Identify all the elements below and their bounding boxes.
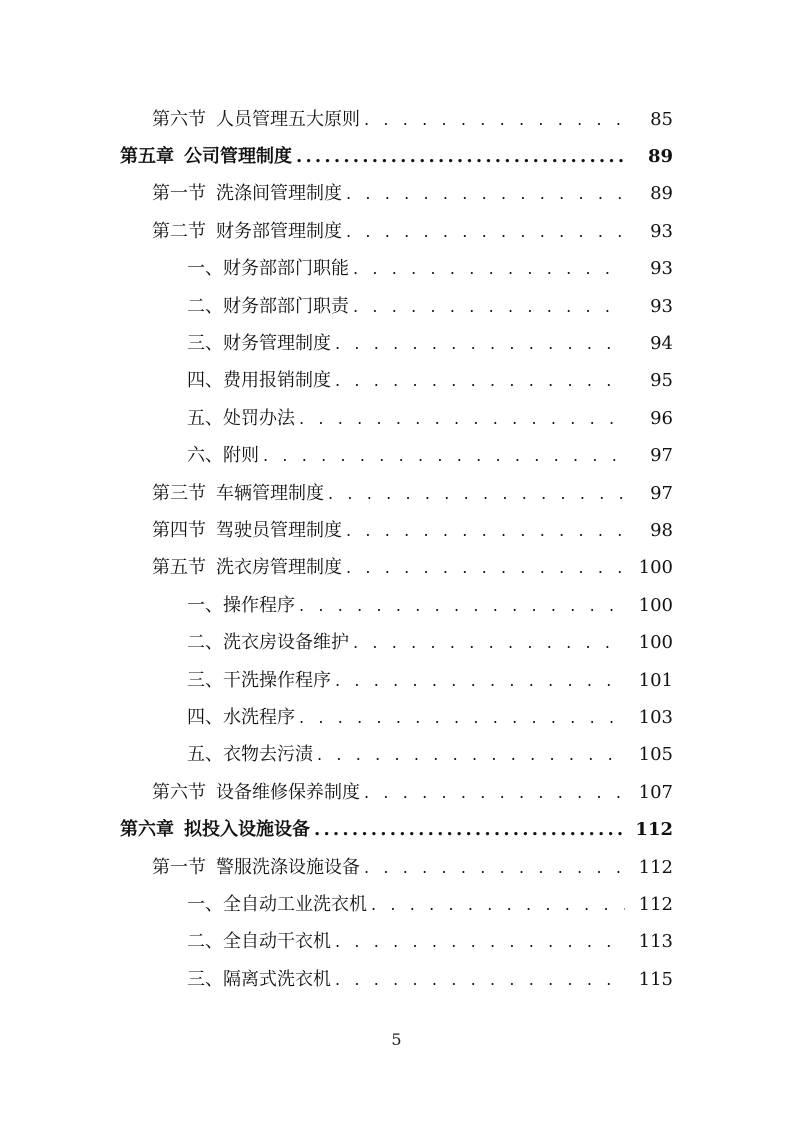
toc-leader-dots (335, 370, 625, 392)
toc-entry[interactable] (0, 961, 793, 998)
toc-entry[interactable] (0, 400, 793, 437)
toc-entry-label (152, 782, 360, 804)
toc-entry-number: 三、 (187, 333, 223, 355)
toc-entry[interactable] (0, 737, 793, 774)
toc-chapter-entry[interactable] (0, 138, 793, 175)
toc-entry-label (187, 894, 367, 916)
toc-entry-title: 财务部部门职能 (223, 258, 349, 280)
toc-entry-page: 112 (638, 893, 673, 915)
toc-entry-page: 113 (638, 931, 673, 953)
toc-entry[interactable] (0, 849, 793, 886)
toc-entry-title: 洗衣房设备维护 (223, 632, 349, 654)
toc-leader-dots (353, 258, 625, 280)
toc-entry-page: 89 (647, 146, 673, 168)
toc-entry-label (187, 408, 295, 430)
toc-leader-dots (371, 894, 625, 916)
toc-leader-dots (364, 857, 625, 879)
toc-entry-label (152, 557, 342, 579)
toc-entry-label (152, 183, 342, 205)
toc-entry-title: 财务部部门职责 (223, 295, 349, 317)
toc-entry-number: 第一节 (152, 856, 206, 878)
toc-entry-page: 112 (635, 819, 673, 841)
toc-entry[interactable] (0, 475, 793, 512)
toc-entry-number: 一、 (187, 258, 223, 280)
toc-leader-dots (317, 744, 625, 766)
toc-entry-page: 93 (650, 258, 673, 280)
toc-entry-number: 六、 (187, 445, 223, 467)
toc-entry-title: 警服洗涤设施设备 (216, 856, 360, 878)
toc-entry[interactable] (0, 624, 793, 661)
toc-entry-page: 112 (638, 856, 673, 878)
toc-leader-dots (328, 483, 625, 505)
toc-entry-page: 105 (638, 744, 673, 766)
toc-entry[interactable] (0, 325, 793, 362)
toc-entry[interactable] (0, 699, 793, 736)
toc-leader-dots (353, 632, 625, 654)
toc-entry[interactable] (0, 550, 793, 587)
toc-entry[interactable] (0, 101, 793, 138)
toc-entry-title: 洗涤间管理制度 (216, 183, 342, 205)
toc-entry-title: 费用报销制度 (223, 370, 331, 392)
toc-entry-title: 洗衣房管理制度 (216, 557, 342, 579)
toc-entry-page: 115 (638, 968, 673, 990)
page-number: 5 (391, 1030, 402, 1049)
toc-entry-label (187, 370, 331, 392)
toc-entry-number: 第六节 (152, 108, 206, 130)
table-of-contents (0, 101, 793, 998)
toc-entry-number: 四、 (187, 706, 223, 728)
toc-entry-page: 100 (638, 594, 673, 616)
toc-leader-dots (346, 183, 625, 205)
toc-entry-number: 二、 (187, 632, 223, 654)
toc-entry-page: 89 (650, 183, 673, 205)
toc-entry-label (120, 146, 292, 168)
toc-entry-number: 四、 (187, 370, 223, 392)
toc-entry-page: 98 (650, 519, 673, 541)
toc-entry-title: 操作程序 (223, 594, 295, 616)
toc-entry[interactable] (0, 176, 793, 213)
toc-entry[interactable] (0, 587, 793, 624)
toc-leader-dots (335, 931, 625, 953)
toc-leader-dots (364, 109, 625, 131)
toc-entry-label (152, 109, 360, 131)
toc-entry-page: 95 (650, 370, 673, 392)
toc-entry-title: 财务部管理制度 (216, 220, 342, 242)
toc-entry[interactable] (0, 438, 793, 475)
toc-entry[interactable] (0, 213, 793, 250)
toc-leader-dots (263, 445, 625, 467)
toc-leader-dots (364, 782, 625, 804)
toc-entry-number: 一、 (187, 594, 223, 616)
toc-entry-title: 驾驶员管理制度 (216, 519, 342, 541)
toc-entry-number: 三、 (187, 669, 223, 691)
toc-entry[interactable] (0, 662, 793, 699)
toc-entry-title: 水洗程序 (223, 706, 295, 728)
toc-entry-page: 93 (650, 220, 673, 242)
toc-entry-page: 94 (650, 333, 673, 355)
toc-leader-dots (299, 707, 625, 729)
toc-entry-page: 97 (650, 482, 673, 504)
toc-entry-title: 拟投入设施设备 (184, 819, 310, 841)
toc-entry[interactable] (0, 924, 793, 961)
toc-entry-number: 第五节 (152, 557, 206, 579)
toc-entry-label (187, 258, 349, 280)
toc-entry-title: 财务管理制度 (223, 333, 331, 355)
toc-entry[interactable] (0, 774, 793, 811)
toc-entry-number: 第六章 (120, 819, 174, 841)
toc-leader-dots (346, 221, 625, 243)
toc-entry-page: 101 (638, 669, 673, 691)
toc-entry-number: 第二节 (152, 220, 206, 242)
toc-entry-title: 干洗操作程序 (223, 669, 331, 691)
toc-entry-number: 五、 (187, 407, 223, 429)
toc-entry-number: 第一节 (152, 183, 206, 205)
toc-entry-page: 96 (650, 407, 673, 429)
toc-leader-dots (299, 408, 625, 430)
toc-entry-label (120, 819, 310, 841)
toc-entry-page: 103 (638, 706, 673, 728)
toc-entry-label (187, 595, 295, 617)
toc-entry-number: 第六节 (152, 781, 206, 803)
toc-entry-label (152, 483, 324, 505)
toc-entry-label (187, 333, 331, 355)
toc-entry-label (187, 931, 331, 953)
toc-leader-dots (299, 595, 625, 617)
toc-leader-dots (335, 670, 625, 692)
toc-leader-dots (335, 969, 625, 991)
toc-entry-number: 第四节 (152, 519, 206, 541)
toc-entry-title: 处罚办法 (223, 407, 295, 429)
toc-entry-number: 一、 (187, 893, 223, 915)
toc-entry-title: 车辆管理制度 (216, 482, 324, 504)
toc-entry-page: 107 (638, 781, 673, 803)
toc-entry-label (187, 707, 295, 729)
toc-entry-title: 公司管理制度 (184, 146, 292, 168)
toc-entry[interactable] (0, 288, 793, 325)
toc-entry-title: 附则 (223, 445, 259, 467)
toc-leader-dots (296, 146, 625, 168)
toc-entry[interactable] (0, 512, 793, 549)
toc-entry-label (187, 670, 331, 692)
toc-entry-label (187, 744, 313, 766)
toc-leader-dots (314, 819, 625, 841)
toc-entry-page: 85 (650, 108, 673, 130)
toc-entry-label (187, 969, 331, 991)
toc-chapter-entry[interactable] (0, 811, 793, 848)
toc-entry-number: 五、 (187, 744, 223, 766)
toc-entry-label (152, 857, 360, 879)
toc-entry-label (187, 296, 349, 318)
toc-entry-page: 97 (650, 445, 673, 467)
toc-leader-dots (346, 520, 625, 542)
toc-entry-label (152, 221, 342, 243)
toc-entry-title: 全自动工业洗衣机 (223, 893, 367, 915)
toc-entry-title: 人员管理五大原则 (216, 108, 360, 130)
toc-entry-number: 三、 (187, 968, 223, 990)
toc-entry-title: 衣物去污渍 (223, 744, 313, 766)
toc-entry[interactable] (0, 886, 793, 923)
toc-entry-label (187, 445, 259, 467)
toc-entry-label (187, 632, 349, 654)
toc-leader-dots (335, 333, 625, 355)
toc-entry-page: 93 (650, 295, 673, 317)
toc-leader-dots (346, 557, 625, 579)
toc-entry-number: 第三节 (152, 482, 206, 504)
toc-entry-label (152, 520, 342, 542)
toc-entry-page: 100 (638, 632, 673, 654)
toc-entry-number: 二、 (187, 295, 223, 317)
toc-entry-title: 隔离式洗衣机 (223, 968, 331, 990)
toc-entry-page: 100 (638, 557, 673, 579)
toc-entry[interactable] (0, 251, 793, 288)
toc-leader-dots (353, 296, 625, 318)
toc-entry-number: 第五章 (120, 146, 174, 168)
toc-entry-number: 二、 (187, 931, 223, 953)
toc-entry-title: 设备维修保养制度 (216, 781, 360, 803)
toc-entry[interactable] (0, 363, 793, 400)
toc-entry-title: 全自动干衣机 (223, 931, 331, 953)
